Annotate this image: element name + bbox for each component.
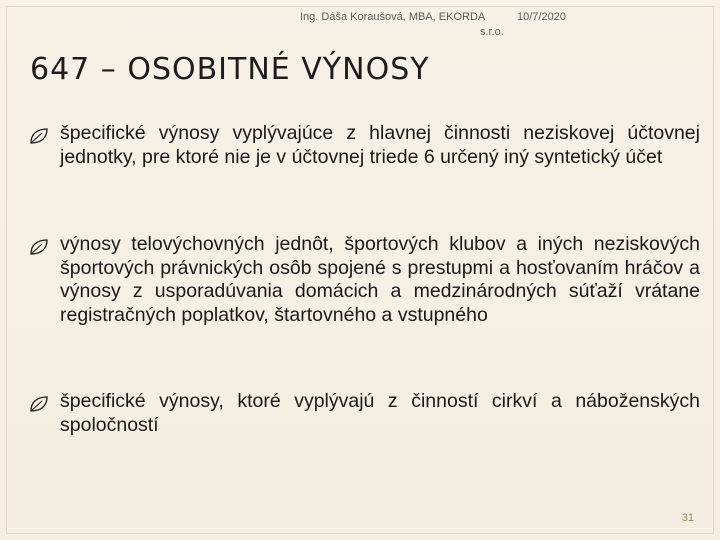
page-number: 31 bbox=[681, 512, 694, 524]
hollow-leaf-bullet-icon bbox=[28, 237, 50, 257]
bullet-item bbox=[28, 122, 700, 169]
hollow-leaf-bullet-icon bbox=[28, 394, 50, 414]
bullet-text: špecifické výnosy vyplývajúce z hlavnej činnosti neziskovej účtovnej jednotky, pre ktoré nie je v účtovnej triede 6 určený iný syntetický účet bbox=[60, 122, 700, 168]
header-company-suffix: s.r.o. bbox=[480, 26, 504, 38]
hollow-leaf-bullet-icon bbox=[28, 126, 50, 146]
bullet-item bbox=[28, 390, 700, 437]
bullet-text: špecifické výnosy, ktoré vyplývajú z činností cirkví a náboženských spoločností bbox=[60, 390, 700, 436]
slide-title: 647 – OSOBITNÉ VÝNOSY bbox=[30, 52, 430, 87]
bullet-text: výnosy telovýchovných jednôt, športových klubov a iných neziskových športových právnických osôb spojené s prestupmi a hosťovaním hráčov a výnosy z usporadúvania domácich a medzinárodných súťaží vrátane registračných poplatkov, štartovného a vstupného bbox=[60, 233, 700, 326]
header-date: 10/7/2020 bbox=[517, 11, 566, 23]
bullet-item bbox=[28, 233, 700, 327]
header-author: Ing. Dáša Koraušová, MBA, EKORDA bbox=[300, 11, 486, 23]
